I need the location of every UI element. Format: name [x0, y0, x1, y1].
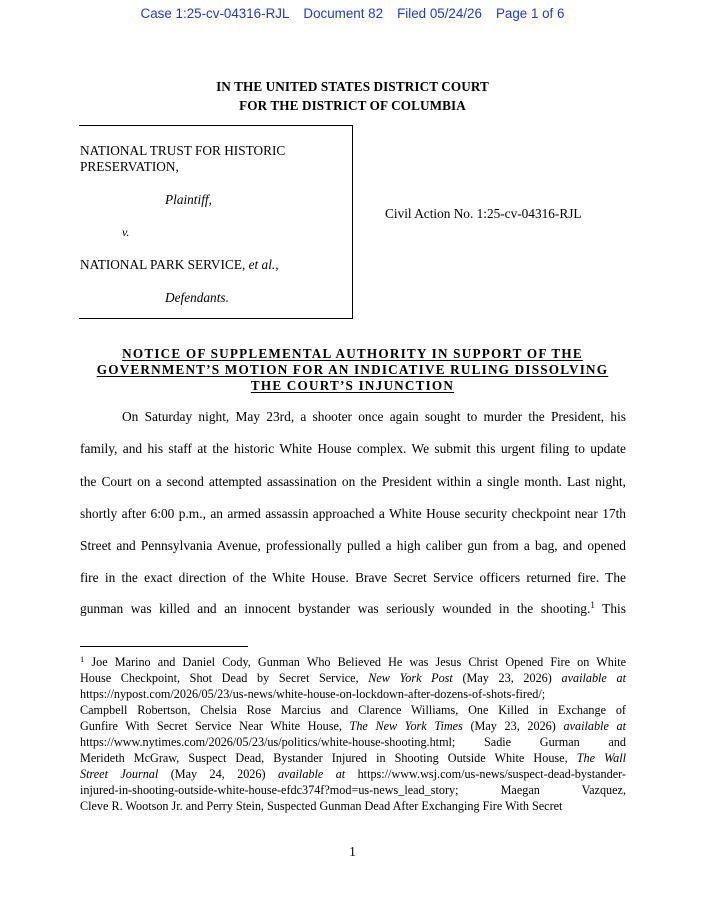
- court-heading: [0, 78, 705, 115]
- body-line: the Court on a second attempted assassination on the President within a single month. Last night,: [80, 474, 626, 489]
- ecf-header: [0, 6, 705, 21]
- title-line-3: THE COURT’S INJUNCTION: [250, 377, 455, 393]
- footnote-line: Campbell Robertson, Chelsia Rose Marcius and Clarence Williams, One Killed in Exchange of: [80, 703, 626, 717]
- body-line: gunman was killed and an innocent bystander was seriously wounded in the shooting.$^1$ This: [80, 600, 626, 616]
- body-line: family, and his staff at the historic White House complex. We submit this urgent filing to update: [80, 441, 626, 456]
- footnote-line: Gunfire With Secret Service Near White House, The New York Times (May 23, 2026) available at: [80, 719, 626, 733]
- defendant-role: Defendants.: [165, 290, 229, 305]
- footnote-number: 1: [80, 654, 85, 664]
- footnote-line: Street Journal (May 24, 2026) available at https://www.wsj.com/us-news/suspect-dead-bystander-: [80, 767, 626, 781]
- plaintiff-role: Plaintiff,: [165, 192, 212, 207]
- versus: v.: [122, 225, 130, 239]
- footnote-divider: [80, 646, 248, 647]
- body-line: On Saturday night, May 23rd, a shooter once again sought to murder the President, his: [122, 409, 626, 424]
- title-line-2: GOVERNMENT’S MOTION FOR AN INDICATIVE RULING DISSOLVING: [96, 361, 609, 377]
- page-count: Page 1 of 6: [495, 6, 565, 21]
- defendant-name: NATIONAL PARK SERVICE, et al.,: [80, 257, 279, 272]
- filed-date: Filed 05/24/26: [397, 6, 482, 21]
- footnote-line: House Checkpoint, Shot Dead by Secret Service, New York Post (May 23, 2026) available at: [80, 671, 626, 685]
- footnote-line: Cleve R. Wootson Jr. and Perry Stein, Suspected Gunman Dead After Exchanging Fire With Secret: [80, 799, 563, 813]
- plaintiff-name-line-1: NATIONAL TRUST FOR HISTORIC: [80, 143, 286, 158]
- civil-action-number: Civil Action No. 1:25-cv-04316-RJL: [385, 206, 582, 221]
- footnote-link[interactable]: injured-in-shooting-outside-white-house-efdc374f?mod=us-news_lead_story; Maegan Vazquez,: [80, 783, 626, 797]
- document-number: Document 82: [303, 6, 384, 21]
- footnote-link[interactable]: https://www.nytimes.com/2026/05/23/us/politics/white-house-shooting.html; Sadie Gurman and: [80, 735, 626, 749]
- case-number: Case 1:25-cv-04316-RJL: [140, 6, 290, 21]
- body-line: Street and Pennsylvania Avenue, professionally pulled a high caliber gun from a bag, and opened: [80, 538, 626, 553]
- body-line: shortly after 6:00 p.m., an armed assassin approached a White House security checkpoint near 17th: [80, 506, 626, 521]
- court-line-1: IN THE UNITED STATES DISTRICT COURT: [216, 79, 489, 94]
- footnote-link[interactable]: https://nypost.com/2026/05/23/us-news/white-house-on-lockdown-after-dozens-of-shots-fired/;: [80, 687, 546, 701]
- page-number: 1: [349, 844, 356, 859]
- body-line: fire in the exact direction of the White House. Brave Secret Service officers returned fire. The: [80, 570, 626, 585]
- plaintiff-name-line-2: PRESERVATION,: [80, 159, 179, 174]
- title-line-1: NOTICE OF SUPPLEMENTAL AUTHORITY IN SUPPORT OF THE: [122, 346, 583, 361]
- footnote-reference[interactable]: 1: [590, 600, 595, 610]
- court-line-2: FOR THE DISTRICT OF COLUMBIA: [239, 97, 466, 113]
- footnote-line: $^1$ Joe Marino and Daniel Cody, Gunman Who Believed He was Jesus Christ Opened Fire on White: [80, 654, 627, 669]
- footnote-line: Merideth McGraw, Suspect Dead, Bystander Injured in Shooting Outside White House, The Wall: [80, 751, 626, 765]
- document-title: [0, 346, 705, 393]
